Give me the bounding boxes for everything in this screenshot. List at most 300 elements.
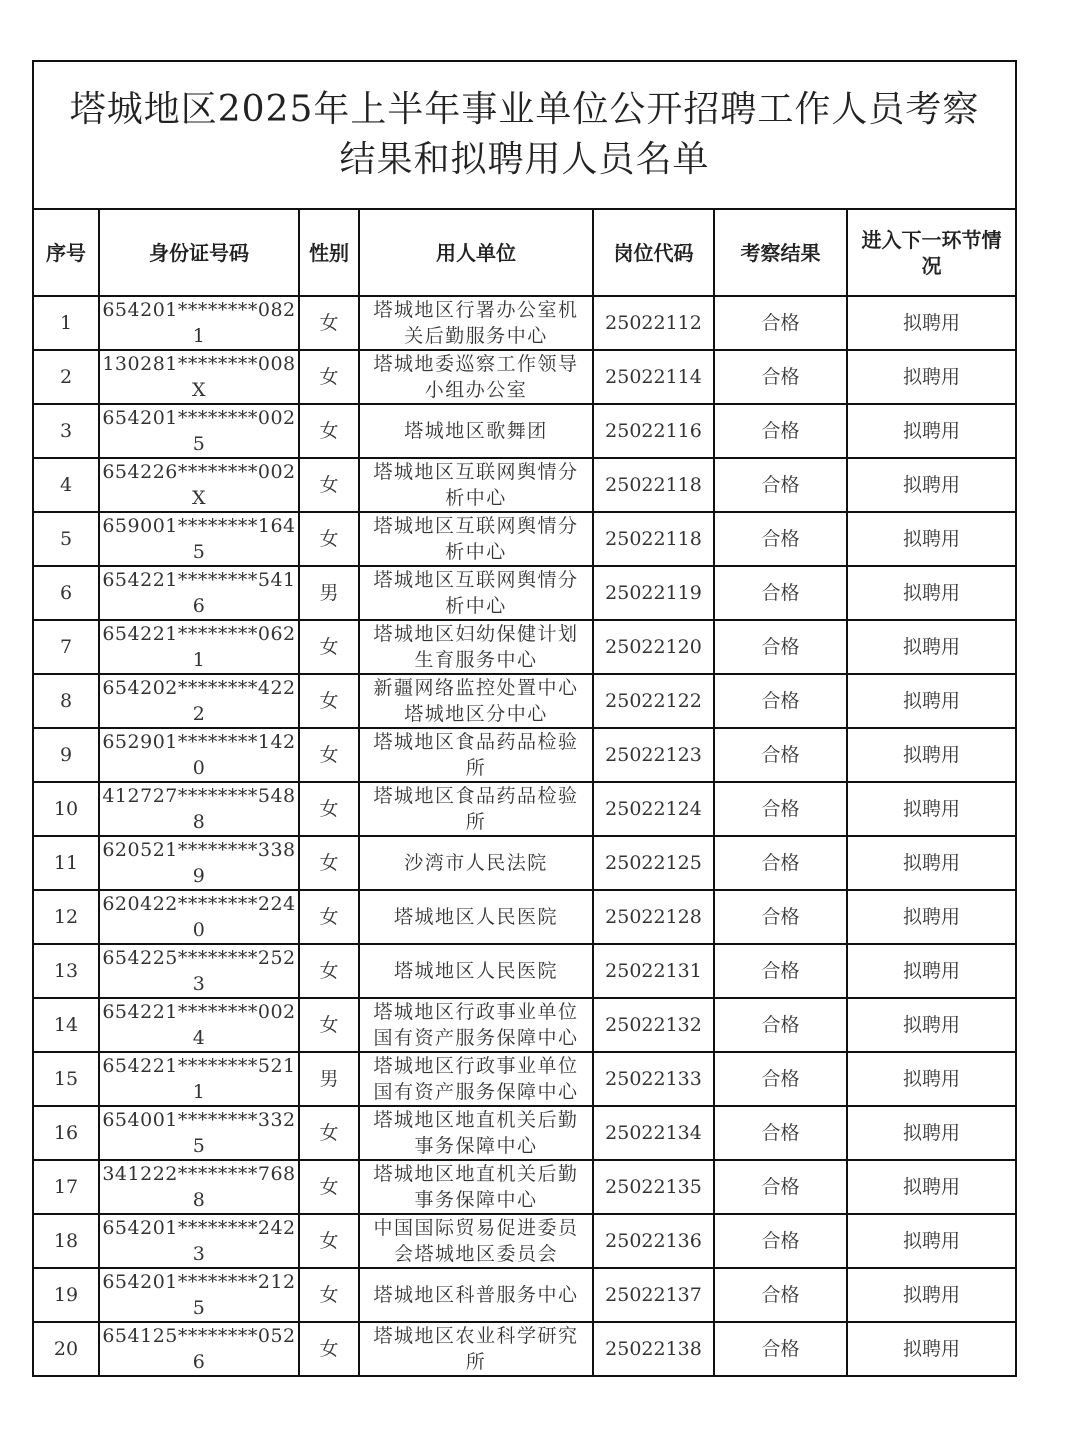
id-number-cell-text: X xyxy=(191,487,207,509)
document-title xyxy=(33,61,1016,209)
employer-cell-text: 所 xyxy=(465,811,487,833)
position-code-cell-text: 25022114 xyxy=(605,366,702,388)
gender-cell-text: 女 xyxy=(319,366,339,388)
result-cell xyxy=(714,296,847,350)
serial-cell-text: 3 xyxy=(59,420,73,442)
result-cell xyxy=(714,998,847,1052)
next-step-cell xyxy=(847,1160,1016,1214)
gender-cell-text: 女 xyxy=(319,798,339,820)
id-number-cell-text: 0 xyxy=(192,757,206,779)
id-number-cell-text: 652901********142 xyxy=(102,731,296,753)
result-cell-text: 合格 xyxy=(761,960,800,982)
position-code-cell xyxy=(593,566,714,620)
employer-cell xyxy=(359,890,593,944)
header-id-number: 身份证号码 xyxy=(99,209,299,296)
serial-cell xyxy=(33,1268,99,1322)
employer-cell xyxy=(359,674,593,728)
gender-cell-text: 女 xyxy=(319,1176,339,1198)
next-step-cell-text: 拟聘用 xyxy=(903,852,961,874)
id-number-cell-text: 2 xyxy=(192,703,206,725)
result-cell xyxy=(714,620,847,674)
employer-cell-text: 析中心 xyxy=(445,487,507,509)
serial-cell xyxy=(33,296,99,350)
table-row xyxy=(33,944,1016,998)
id-number-cell-text: 8 xyxy=(192,1189,206,1211)
employer-cell xyxy=(359,350,593,404)
table-row xyxy=(33,674,1016,728)
position-code-cell-text: 25022123 xyxy=(605,744,702,766)
employer-cell-text: 塔城地区行署办公室机 xyxy=(373,299,579,321)
gender-cell xyxy=(299,998,359,1052)
id-number-cell-text: 341222********768 xyxy=(102,1163,296,1185)
gender-cell-text: 女 xyxy=(319,1284,339,1306)
header-position-code: 岗位代码 xyxy=(593,209,714,296)
table-row xyxy=(33,458,1016,512)
gender-cell xyxy=(299,1268,359,1322)
next-step-cell xyxy=(847,512,1016,566)
result-cell xyxy=(714,566,847,620)
id-number-cell-text: 1 xyxy=(192,325,206,347)
serial-cell-text: 19 xyxy=(53,1284,79,1306)
employer-cell xyxy=(359,512,593,566)
header-next-step: 进入下一环节情况 xyxy=(847,209,1016,296)
next-step-cell xyxy=(847,674,1016,728)
gender-cell-text: 女 xyxy=(319,528,339,550)
gender-cell-text: 女 xyxy=(319,744,339,766)
table-row xyxy=(33,620,1016,674)
gender-cell xyxy=(299,1052,359,1106)
position-code-cell-text: 25022132 xyxy=(605,1014,702,1036)
id-number-cell-text: 1 xyxy=(192,649,206,671)
position-code-cell-text: 25022134 xyxy=(605,1122,702,1144)
employer-cell-text: 塔城地区互联网舆情分 xyxy=(373,569,579,591)
position-code-cell-text: 25022138 xyxy=(605,1338,702,1360)
result-cell xyxy=(714,1052,847,1106)
position-code-cell-text: 25022119 xyxy=(605,582,702,604)
id-number-cell xyxy=(99,620,299,674)
id-number-cell-text: 654221********002 xyxy=(102,1001,296,1023)
next-step-cell xyxy=(847,1268,1016,1322)
position-code-cell xyxy=(593,998,714,1052)
position-code-cell-text: 25022137 xyxy=(605,1284,702,1306)
next-step-cell-text: 拟聘用 xyxy=(903,528,961,550)
employer-cell-text: 塔城地区地直机关后勤 xyxy=(373,1163,579,1185)
serial-cell xyxy=(33,998,99,1052)
id-number-cell xyxy=(99,350,299,404)
next-step-cell xyxy=(847,1106,1016,1160)
position-code-cell xyxy=(593,1106,714,1160)
employer-cell xyxy=(359,458,593,512)
next-step-cell-text: 拟聘用 xyxy=(903,690,961,712)
id-number-cell-text: 654202********422 xyxy=(102,677,296,699)
position-code-cell xyxy=(593,836,714,890)
employer-cell-text: 塔城地区妇幼保健计划 xyxy=(373,623,579,645)
gender-cell-text: 女 xyxy=(319,960,339,982)
id-number-cell-text: 3 xyxy=(192,973,206,995)
id-number-cell-text: 654221********062 xyxy=(102,623,296,645)
gender-cell xyxy=(299,1214,359,1268)
position-code-cell xyxy=(593,1052,714,1106)
gender-cell-text: 女 xyxy=(319,852,339,874)
gender-cell-text: 女 xyxy=(319,1230,339,1252)
serial-cell xyxy=(33,1322,99,1376)
serial-cell xyxy=(33,404,99,458)
employer-cell xyxy=(359,566,593,620)
title-line-1: 塔城地区2025年上半年事业单位公开招聘工作人员考察 xyxy=(69,89,980,130)
serial-cell-text: 1 xyxy=(59,312,73,334)
id-number-cell-text: 654221********521 xyxy=(102,1055,296,1077)
id-number-cell xyxy=(99,782,299,836)
serial-cell-text: 20 xyxy=(53,1338,79,1360)
next-step-cell-text: 拟聘用 xyxy=(903,1176,961,1198)
result-cell xyxy=(714,728,847,782)
result-cell-text: 合格 xyxy=(761,636,800,658)
next-step-cell-text: 拟聘用 xyxy=(903,1338,961,1360)
id-number-cell xyxy=(99,1106,299,1160)
serial-cell xyxy=(33,620,99,674)
gender-cell-text: 女 xyxy=(319,474,339,496)
employer-cell xyxy=(359,404,593,458)
position-code-cell xyxy=(593,458,714,512)
position-code-cell-text: 25022125 xyxy=(605,852,702,874)
serial-cell-text: 2 xyxy=(59,366,73,388)
result-cell-text: 合格 xyxy=(761,798,800,820)
table-row xyxy=(33,1214,1016,1268)
next-step-cell xyxy=(847,566,1016,620)
result-cell-text: 合格 xyxy=(761,690,800,712)
next-step-cell-text: 拟聘用 xyxy=(903,474,961,496)
table-row xyxy=(33,782,1016,836)
table-row xyxy=(33,296,1016,350)
gender-cell-text: 女 xyxy=(319,1122,339,1144)
result-cell-text: 合格 xyxy=(761,420,800,442)
position-code-cell-text: 25022118 xyxy=(605,474,702,496)
id-number-cell xyxy=(99,1322,299,1376)
result-cell xyxy=(714,1214,847,1268)
gender-cell xyxy=(299,620,359,674)
next-step-cell-text: 拟聘用 xyxy=(903,1122,961,1144)
result-cell-text: 合格 xyxy=(761,852,800,874)
serial-cell-text: 12 xyxy=(53,906,79,928)
gender-cell xyxy=(299,782,359,836)
table-row xyxy=(33,1052,1016,1106)
header-inspection-result: 考察结果 xyxy=(714,209,847,296)
gender-cell xyxy=(299,1160,359,1214)
employer-cell-text: 事务保障中心 xyxy=(414,1189,538,1211)
gender-cell xyxy=(299,674,359,728)
next-step-cell-text: 拟聘用 xyxy=(903,312,961,334)
id-number-cell xyxy=(99,458,299,512)
employer-cell xyxy=(359,944,593,998)
result-cell-text: 合格 xyxy=(761,1176,800,1198)
employer-cell xyxy=(359,836,593,890)
gender-cell xyxy=(299,890,359,944)
gender-cell-text: 女 xyxy=(319,312,339,334)
header-serial: 序号 xyxy=(33,209,99,296)
next-step-cell-text: 拟聘用 xyxy=(903,1284,961,1306)
position-code-cell xyxy=(593,512,714,566)
employer-cell-text: 析中心 xyxy=(445,541,507,563)
serial-cell xyxy=(33,1160,99,1214)
id-number-cell-text: 654125********052 xyxy=(102,1325,296,1347)
employer-cell-text: 塔城地区地直机关后勤 xyxy=(373,1109,579,1131)
serial-cell-text: 14 xyxy=(53,1014,79,1036)
next-step-cell xyxy=(847,404,1016,458)
id-number-cell xyxy=(99,1052,299,1106)
next-step-cell xyxy=(847,1052,1016,1106)
serial-cell xyxy=(33,1214,99,1268)
position-code-cell-text: 25022135 xyxy=(605,1176,702,1198)
result-cell-text: 合格 xyxy=(761,1122,800,1144)
position-code-cell xyxy=(593,296,714,350)
result-cell xyxy=(714,512,847,566)
id-number-cell-text: 5 xyxy=(192,541,206,563)
employer-cell-text: 国有资产服务保障中心 xyxy=(373,1081,579,1103)
result-cell-text: 合格 xyxy=(761,366,800,388)
next-step-cell-text: 拟聘用 xyxy=(903,744,961,766)
gender-cell xyxy=(299,566,359,620)
table-row xyxy=(33,566,1016,620)
result-cell xyxy=(714,1160,847,1214)
id-number-cell-text: 5 xyxy=(192,1135,206,1157)
next-step-cell xyxy=(847,782,1016,836)
result-cell-text: 合格 xyxy=(761,1338,800,1360)
serial-cell-text: 9 xyxy=(59,744,73,766)
gender-cell-text: 女 xyxy=(319,1338,339,1360)
gender-cell-text: 女 xyxy=(319,906,339,928)
gender-cell-text: 男 xyxy=(319,1068,339,1090)
employer-cell-text: 关后勤服务中心 xyxy=(404,325,548,347)
employer-cell-text: 所 xyxy=(465,1351,487,1373)
next-step-cell-text: 拟聘用 xyxy=(903,366,961,388)
employer-cell-text: 塔城地区行政事业单位 xyxy=(373,1001,579,1023)
employer-cell xyxy=(359,1106,593,1160)
header-employer: 用人单位 xyxy=(359,209,593,296)
table-row xyxy=(33,836,1016,890)
result-cell-text: 合格 xyxy=(761,528,800,550)
id-number-cell-text: 654225********252 xyxy=(102,947,296,969)
serial-cell xyxy=(33,944,99,998)
employer-cell xyxy=(359,296,593,350)
position-code-cell xyxy=(593,944,714,998)
position-code-cell-text: 25022116 xyxy=(605,420,702,442)
employer-cell-text: 塔城地区互联网舆情分 xyxy=(373,461,579,483)
id-number-cell-text: 130281********008 xyxy=(102,353,296,375)
employer-cell-text: 塔城地区行政事业单位 xyxy=(373,1055,579,1077)
id-number-cell-text: 654201********002 xyxy=(102,407,296,429)
result-cell-text: 合格 xyxy=(761,1014,800,1036)
id-number-cell xyxy=(99,512,299,566)
employer-cell-text: 塔城地区分中心 xyxy=(404,703,548,725)
employer-cell-text: 塔城地区食品药品检验 xyxy=(373,785,579,807)
id-number-cell xyxy=(99,296,299,350)
next-step-cell-text: 拟聘用 xyxy=(903,960,961,982)
position-code-cell-text: 25022128 xyxy=(605,906,702,928)
id-number-cell-text: 5 xyxy=(192,433,206,455)
next-step-cell-text: 拟聘用 xyxy=(903,1068,961,1090)
id-number-cell-text: 654226********002 xyxy=(102,461,296,483)
id-number-cell xyxy=(99,836,299,890)
employer-cell-text: 新疆网络监控处置中心 xyxy=(373,677,579,699)
employer-cell-text: 国有资产服务保障中心 xyxy=(373,1027,579,1049)
table-row xyxy=(33,1268,1016,1322)
serial-cell-text: 5 xyxy=(59,528,73,550)
gender-cell xyxy=(299,944,359,998)
id-number-cell-text: 654201********082 xyxy=(102,299,296,321)
next-step-cell-text: 拟聘用 xyxy=(903,1014,961,1036)
serial-cell-text: 15 xyxy=(53,1068,79,1090)
employer-cell-text: 析中心 xyxy=(445,595,507,617)
employer-cell xyxy=(359,1322,593,1376)
position-code-cell-text: 25022136 xyxy=(605,1230,702,1252)
table-row xyxy=(33,1160,1016,1214)
result-cell-text: 合格 xyxy=(761,474,800,496)
employer-cell-text: 所 xyxy=(465,757,487,779)
id-number-cell xyxy=(99,998,299,1052)
serial-cell-text: 6 xyxy=(59,582,73,604)
position-code-cell xyxy=(593,728,714,782)
next-step-cell-text: 拟聘用 xyxy=(903,1230,961,1252)
employer-cell-text: 塔城地区科普服务中心 xyxy=(373,1284,579,1306)
id-number-cell-text: 0 xyxy=(192,919,206,941)
gender-cell-text: 女 xyxy=(319,420,339,442)
id-number-cell-text: 620521********338 xyxy=(102,839,296,861)
serial-cell xyxy=(33,566,99,620)
next-step-cell-text: 拟聘用 xyxy=(903,798,961,820)
employer-cell-text: 塔城地区互联网舆情分 xyxy=(373,515,579,537)
serial-cell-text: 11 xyxy=(53,852,79,874)
next-step-cell-text: 拟聘用 xyxy=(903,582,961,604)
employer-cell-text: 塔城地区人民医院 xyxy=(393,960,558,982)
position-code-cell-text: 25022124 xyxy=(605,798,702,820)
id-number-cell-text: 620422********224 xyxy=(102,893,296,915)
position-code-cell-text: 25022112 xyxy=(605,312,702,334)
gender-cell-text: 女 xyxy=(319,1014,339,1036)
employer-cell xyxy=(359,1160,593,1214)
serial-cell-text: 18 xyxy=(53,1230,79,1252)
table-row xyxy=(33,404,1016,458)
id-number-cell xyxy=(99,944,299,998)
result-cell-text: 合格 xyxy=(761,906,800,928)
id-number-cell-text: 654201********242 xyxy=(102,1217,296,1239)
id-number-cell-text: 659001********164 xyxy=(102,515,296,537)
gender-cell xyxy=(299,1322,359,1376)
serial-cell xyxy=(33,782,99,836)
next-step-cell xyxy=(847,350,1016,404)
table-row xyxy=(33,512,1016,566)
id-number-cell-text: 1 xyxy=(192,1081,206,1103)
serial-cell xyxy=(33,674,99,728)
gender-cell xyxy=(299,836,359,890)
table-row xyxy=(33,890,1016,944)
serial-cell-text: 17 xyxy=(53,1176,79,1198)
serial-cell xyxy=(33,512,99,566)
position-code-cell xyxy=(593,782,714,836)
id-number-cell-text: 654201********212 xyxy=(102,1271,296,1293)
header-gender: 性别 xyxy=(299,209,359,296)
position-code-cell-text: 25022120 xyxy=(605,636,702,658)
serial-cell xyxy=(33,458,99,512)
employer-cell-text: 生育服务中心 xyxy=(414,649,538,671)
serial-cell-text: 16 xyxy=(53,1122,79,1144)
result-cell-text: 合格 xyxy=(761,312,800,334)
result-cell xyxy=(714,404,847,458)
employer-cell-text: 塔城地委巡察工作领导 xyxy=(373,353,579,375)
position-code-cell xyxy=(593,890,714,944)
employer-cell xyxy=(359,620,593,674)
id-number-cell-text: 5 xyxy=(192,1297,206,1319)
next-step-cell xyxy=(847,296,1016,350)
serial-cell xyxy=(33,890,99,944)
employer-cell xyxy=(359,998,593,1052)
id-number-cell xyxy=(99,728,299,782)
serial-cell-text: 4 xyxy=(59,474,73,496)
position-code-cell xyxy=(593,674,714,728)
title-row xyxy=(33,61,1016,209)
result-cell-text: 合格 xyxy=(761,1068,800,1090)
header-row xyxy=(33,209,1016,296)
gender-cell-text: 男 xyxy=(319,582,339,604)
next-step-cell xyxy=(847,944,1016,998)
position-code-cell xyxy=(593,1214,714,1268)
id-number-cell-text: 8 xyxy=(192,811,206,833)
id-number-cell xyxy=(99,404,299,458)
serial-cell xyxy=(33,728,99,782)
next-step-cell xyxy=(847,620,1016,674)
id-number-cell-text: 654001********332 xyxy=(102,1109,296,1131)
employer-cell xyxy=(359,782,593,836)
next-step-cell xyxy=(847,1214,1016,1268)
employer-cell-text: 塔城地区歌舞团 xyxy=(404,420,548,442)
result-cell xyxy=(714,1322,847,1376)
id-number-cell xyxy=(99,566,299,620)
position-code-cell-text: 25022118 xyxy=(605,528,702,550)
serial-cell xyxy=(33,1106,99,1160)
table-row xyxy=(33,1106,1016,1160)
id-number-cell-text: 4 xyxy=(192,1027,206,1049)
employer-cell-text: 塔城地区人民医院 xyxy=(393,906,558,928)
serial-cell xyxy=(33,350,99,404)
result-cell-text: 合格 xyxy=(761,1230,800,1252)
position-code-cell-text: 25022131 xyxy=(605,960,702,982)
next-step-cell-text: 拟聘用 xyxy=(903,636,961,658)
result-cell xyxy=(714,458,847,512)
position-code-cell xyxy=(593,1160,714,1214)
employer-cell-text: 塔城地区农业科学研究 xyxy=(373,1325,579,1347)
table-row xyxy=(33,350,1016,404)
result-cell xyxy=(714,350,847,404)
id-number-cell-text: 6 xyxy=(192,595,206,617)
position-code-cell xyxy=(593,1268,714,1322)
next-step-cell xyxy=(847,728,1016,782)
employer-cell-text: 沙湾市人民法院 xyxy=(404,852,548,874)
position-code-cell-text: 25022133 xyxy=(605,1068,702,1090)
recruitment-table xyxy=(32,60,1017,1377)
document-page xyxy=(32,60,1015,1377)
gender-cell xyxy=(299,350,359,404)
id-number-cell xyxy=(99,1160,299,1214)
result-cell xyxy=(714,944,847,998)
next-step-cell xyxy=(847,998,1016,1052)
id-number-cell-text: 412727********548 xyxy=(102,785,296,807)
serial-cell-text: 7 xyxy=(59,636,73,658)
next-step-cell xyxy=(847,836,1016,890)
result-cell xyxy=(714,836,847,890)
employer-cell-text: 会塔城地区委员会 xyxy=(393,1243,558,1265)
serial-cell-text: 13 xyxy=(53,960,79,982)
id-number-cell-text: 654221********541 xyxy=(102,569,296,591)
id-number-cell xyxy=(99,674,299,728)
